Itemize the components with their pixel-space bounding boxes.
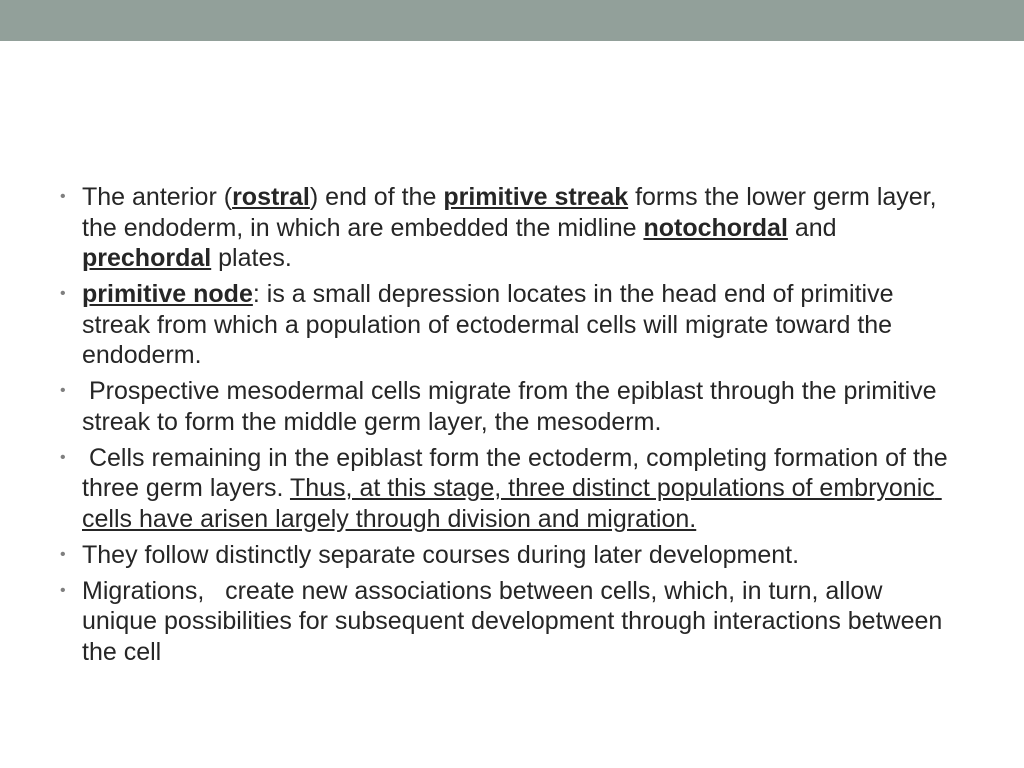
bullet-text: plates. xyxy=(211,244,292,272)
term-rostral: rostral xyxy=(232,183,310,211)
bullet-dot: • xyxy=(60,188,66,205)
bullet-text: Prospective mesodermal cells migrate from the epiblast through the primitive streak to form the middle germ layer, the mesoderm. xyxy=(82,377,944,436)
bullet-list xyxy=(60,182,960,673)
bullet-item xyxy=(60,376,960,437)
bullet-item xyxy=(60,576,960,668)
bullet-dot: • xyxy=(60,581,66,599)
bullet-item xyxy=(60,279,960,371)
bullet-dot: • xyxy=(60,448,66,466)
term-notochordal: notochordal xyxy=(643,213,788,242)
top-header-bar xyxy=(0,0,1024,41)
bullet-dot: • xyxy=(60,545,66,563)
bullet-text: forms the lower germ layer, the endoderm, in which are embedded the midline xyxy=(82,183,944,242)
underlined-conclusion: Thus, at this stage, three distinct populations of embryonic cells have arisen largely through division and migration. xyxy=(82,474,942,533)
term-prechordal: prechordal xyxy=(82,244,212,272)
bullet-item xyxy=(60,443,960,535)
term-primitive-streak: primitive streak xyxy=(443,183,629,211)
bullet-text: They follow distinctly separate courses during later development. xyxy=(82,540,800,569)
bullet-text: Migrations, create new associations between cells, which, in turn, allow unique possibilities for subsequent development through interactions between the cell xyxy=(82,576,950,666)
bullet-text: and xyxy=(787,213,844,242)
bullet-dot: • xyxy=(60,285,66,302)
bullet-text: : is a small depression locates in the head end of primitive streak from which a population of ectodermal cells will migrate toward the endoderm. xyxy=(82,280,901,369)
bullet-text: The anterior ( xyxy=(82,183,233,211)
bullet-dot: • xyxy=(60,382,66,399)
bullet-text: ) end of the xyxy=(309,183,444,211)
term-primitive-node: primitive node xyxy=(82,280,253,308)
bullet-text: Cells remaining in the epiblast form the ectoderm, completing formation of the three germ layers. xyxy=(82,443,955,502)
bullet-item xyxy=(60,540,960,571)
bullet-item xyxy=(60,182,960,274)
